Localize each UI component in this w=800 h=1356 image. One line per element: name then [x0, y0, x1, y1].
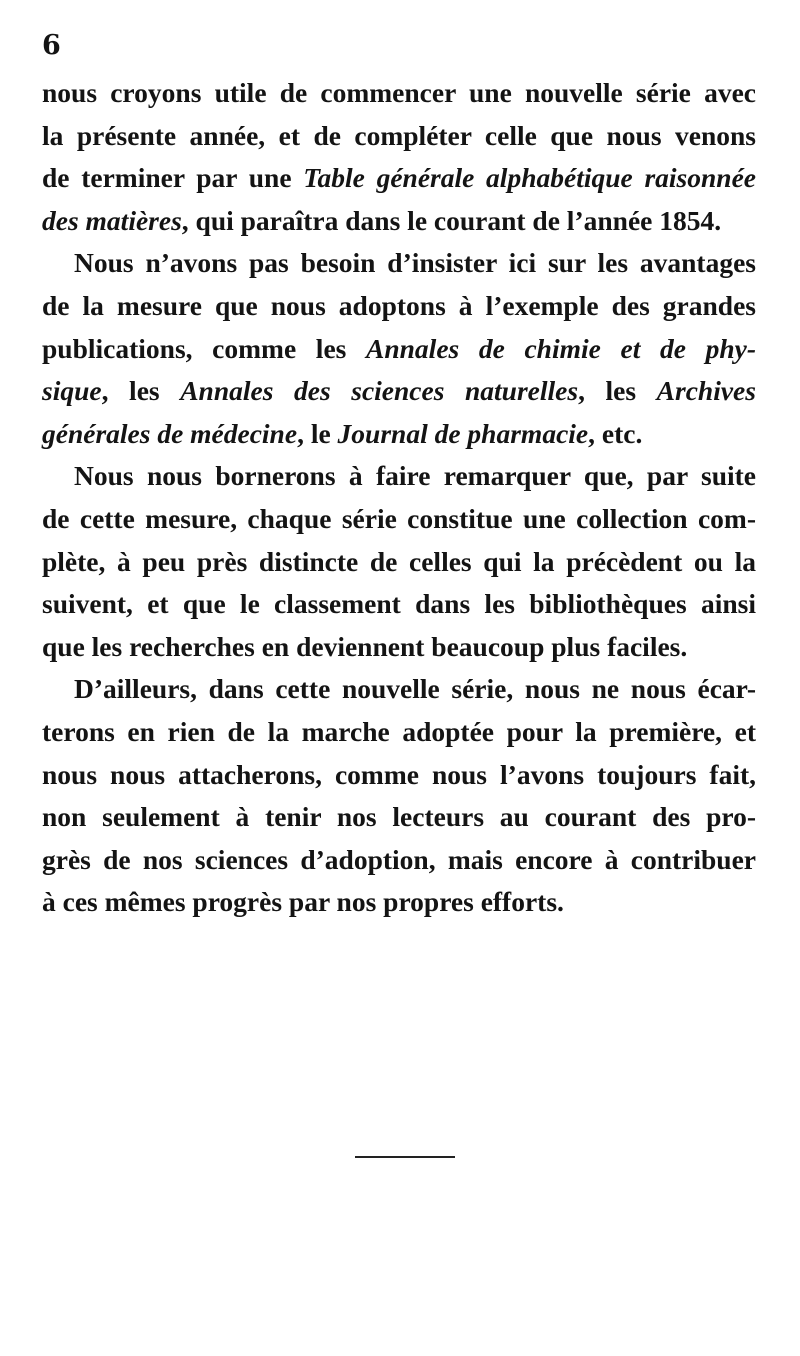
text-line	[42, 754, 756, 797]
text-line	[42, 839, 756, 882]
text-segment: plète, à peu près distincte de celles qui la précèdent ou la	[42, 545, 756, 577]
text-line	[42, 455, 756, 498]
page-number: 6	[42, 30, 61, 61]
text-segment: publications, comme les	[42, 332, 366, 364]
text-segment: , le	[297, 417, 338, 449]
text-line	[42, 285, 756, 328]
italic-title: Table générale alphabétique raisonnée	[303, 162, 756, 194]
text-segment: suivent, et que le classement dans les bibliothèques ainsi	[42, 588, 756, 620]
text-segment: , qui paraîtra dans le courant de l’année 1854.	[181, 204, 722, 236]
text-segment: , les	[101, 375, 181, 407]
italic-title: Journal de pharmacie	[337, 417, 589, 449]
italic-title: Archives	[656, 375, 756, 407]
text-segment: de la mesure que nous adoptons à l’exemple des grandes	[42, 289, 756, 321]
text-line	[42, 157, 756, 200]
text-line	[42, 541, 756, 584]
text-segment: , les	[578, 375, 657, 407]
text-line	[42, 115, 756, 158]
italic-title: sique	[42, 375, 102, 407]
text-line	[42, 328, 756, 371]
text-segment: nous nous attacherons, comme nous l’avons toujours fait,	[42, 758, 756, 790]
text-line	[42, 711, 756, 754]
italic-title: Annales des sciences naturelles	[180, 375, 579, 407]
text-line	[42, 796, 756, 839]
italic-title: des matières	[42, 204, 182, 236]
text-line	[42, 413, 756, 456]
text-block	[42, 72, 756, 924]
paragraph	[42, 72, 756, 242]
text-line	[42, 626, 756, 669]
text-line	[42, 72, 756, 115]
text-line	[42, 668, 756, 711]
text-line	[42, 200, 756, 243]
text-segment: à ces mêmes progrès par nos propres efforts.	[42, 886, 564, 918]
text-segment: D’ailleurs, dans cette nouvelle série, nous ne nous écar-	[74, 673, 756, 705]
text-segment: Nous nous bornerons à faire remarquer que, par suite	[74, 460, 756, 492]
text-line	[42, 242, 756, 285]
text-segment: Nous n’avons pas besoin d’insister ici sur les avantages	[74, 247, 756, 279]
text-segment: nous croyons utile de commencer une nouvelle série avec	[42, 77, 756, 108]
text-segment: de cette mesure, chaque série constitue une collection com-	[42, 502, 756, 534]
text-segment: grès de nos sciences d’adoption, mais encore à contribuer	[42, 843, 756, 875]
italic-title: Annales de chimie et de phy-	[366, 332, 756, 364]
text-segment: de terminer par une	[42, 162, 304, 194]
text-segment: non seulement à tenir nos lecteurs au courant des pro-	[42, 801, 756, 833]
paragraph	[42, 668, 756, 924]
text-line	[42, 583, 756, 626]
text-line	[42, 498, 756, 541]
paragraph	[42, 455, 756, 668]
text-segment: que les recherches en deviennent beaucoup plus faciles.	[42, 630, 688, 662]
text-line	[42, 370, 756, 413]
text-segment: la présente année, et de compléter celle que nous venons	[42, 119, 756, 151]
closing-rule	[355, 1156, 455, 1158]
paragraph	[42, 242, 756, 455]
text-line	[42, 881, 756, 924]
text-segment: terons en rien de la marche adoptée pour la première, et	[42, 715, 756, 747]
text-segment: , etc.	[588, 417, 643, 449]
italic-title: générales de médecine	[42, 417, 298, 449]
